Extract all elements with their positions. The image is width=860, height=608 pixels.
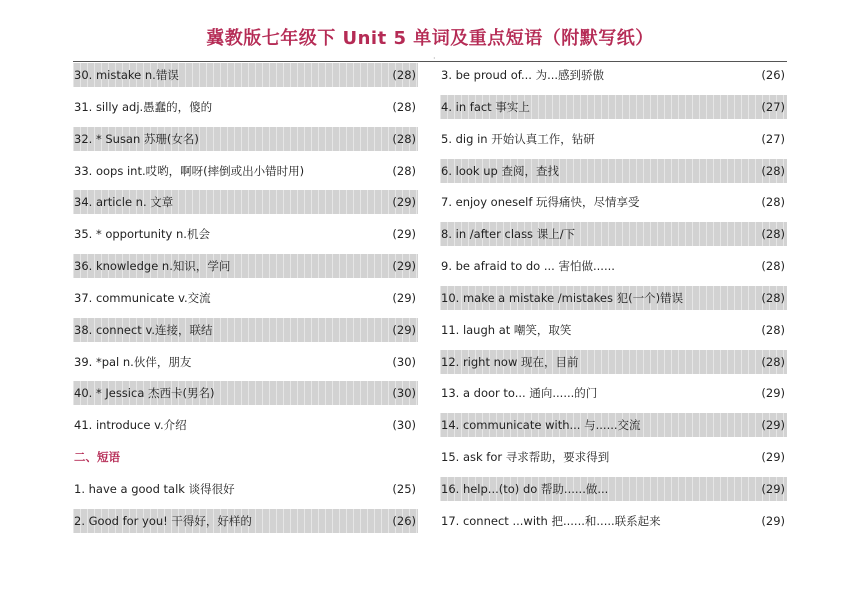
page-reference: (28) [761, 354, 785, 369]
page-reference: (29) [761, 418, 785, 433]
title-mark: · [433, 54, 436, 63]
vocab-row [440, 190, 787, 214]
vocab-row [73, 318, 418, 342]
header-rule [73, 61, 787, 62]
vocab-row [73, 350, 418, 374]
page-reference: (29) [392, 259, 416, 274]
vocab-entry: 7. enjoy oneself 玩得痛快，尽情享受 [441, 195, 640, 210]
vocab-entry: 3. be proud of... 为...感到骄傲 [441, 68, 605, 82]
page-reference: (29) [392, 290, 416, 305]
vocab-row [440, 381, 787, 405]
vocab-row [440, 350, 787, 374]
vocab-entry: 32. * Susan 苏珊(女名) [74, 131, 199, 146]
vocab-row [440, 95, 787, 119]
vocab-entry: 39. *pal n.伙伴，朋友 [74, 354, 192, 369]
page-reference: (29) [392, 227, 416, 242]
vocab-entry: 5. dig in 开始认真工作，钻研 [441, 131, 595, 146]
vocab-entry: 11. laugh at 嘲笑，取笑 [441, 322, 572, 337]
page-reference: (30) [392, 354, 416, 369]
page-reference: (29) [392, 195, 416, 210]
page-reference: (28) [392, 163, 416, 178]
page-reference: (28) [392, 99, 416, 114]
vocab-row [73, 254, 418, 278]
vocab-entry: 16. help...(to) do 帮助......做... [441, 481, 609, 496]
vocab-entry: 15. ask for 寻求帮助，要求得到 [441, 450, 610, 465]
page-reference: (27) [761, 131, 785, 146]
vocab-entry: 41. introduce v.介绍 [74, 418, 187, 433]
page-reference: (29) [761, 450, 785, 465]
vocab-row [73, 222, 418, 246]
right-column [440, 63, 787, 541]
page-reference: (28) [761, 290, 785, 305]
vocab-row [440, 159, 787, 183]
vocab-entry: 38. connect v.连接，联结 [74, 322, 213, 337]
left-column [73, 63, 418, 541]
vocab-entry: 35. * opportunity n.机会 [74, 227, 210, 242]
vocab-entry: 6. look up 查阅，查找 [441, 163, 559, 178]
page-reference: (29) [761, 481, 785, 496]
vocab-entry: 10. make a mistake /mistakes 犯(一个)错误 [441, 290, 684, 305]
vocab-row [440, 445, 787, 469]
vocab-entry: 31. silly adj.愚蠢的，傻的 [74, 99, 213, 114]
page-reference: (28) [761, 227, 785, 242]
vocab-entry: 34. article n. 文章 [74, 195, 174, 210]
page-reference: (28) [761, 259, 785, 274]
page-reference: (26) [761, 68, 785, 82]
vocab-row [73, 413, 418, 437]
page-reference: (28) [761, 322, 785, 337]
vocab-entry: 12. right now 现在，目前 [441, 354, 579, 369]
page-reference: (29) [761, 386, 785, 401]
vocab-row [440, 127, 787, 151]
vocab-row [440, 477, 787, 501]
vocab-entry: 9. be afraid to do ... 害怕做...... [441, 259, 615, 274]
vocab-entry: 4. in fact 事实上 [441, 99, 530, 114]
page-reference: (30) [392, 386, 416, 401]
vocab-row [440, 286, 787, 310]
vocab-entry: 1. have a good talk 谈得很好 [74, 481, 235, 496]
page-title: 冀教版七年级下 Unit 5 单词及重点短语（附默写纸） [206, 28, 654, 49]
vocab-row [73, 286, 418, 310]
page-reference: (29) [761, 513, 785, 528]
vocab-row [440, 413, 787, 437]
page-reference: (28) [392, 68, 416, 82]
vocab-entry: 33. oops int.哎哟，啊呀(摔倒或出小错时用) [74, 163, 305, 178]
vocab-row [440, 254, 787, 278]
section-heading-text: 二、短语 [74, 450, 120, 465]
page-reference: (25) [392, 481, 416, 496]
vocab-entry: 14. communicate with... 与......交流 [441, 418, 641, 433]
page-reference: (30) [392, 418, 416, 433]
vocab-row [73, 63, 418, 87]
vocab-row [73, 509, 418, 533]
section-heading [73, 445, 418, 469]
vocab-row [440, 318, 787, 342]
vocab-row [440, 222, 787, 246]
vocab-row [73, 127, 418, 151]
vocab-row [73, 381, 418, 405]
page-reference: (26) [392, 513, 416, 528]
vocab-row [440, 509, 787, 533]
vocab-entry: 17. connect ...with 把......和.....联系起来 [441, 513, 661, 528]
vocab-entry: 2. Good for you! 干得好，好样的 [74, 513, 252, 528]
vocab-row [73, 159, 418, 183]
vocab-entry: 30. mistake n.错误 [74, 68, 179, 82]
vocab-row [73, 95, 418, 119]
page-reference: (27) [761, 99, 785, 114]
vocab-entry: 40. * Jessica 杰西卡(男名) [74, 386, 215, 401]
vocab-entry: 37. communicate v.交流 [74, 290, 211, 305]
page-reference: (28) [761, 163, 785, 178]
vocab-entry: 36. knowledge n.知识，学问 [74, 259, 231, 274]
vocab-row [73, 477, 418, 501]
page-reference: (29) [392, 322, 416, 337]
vocab-row [73, 190, 418, 214]
page-reference: (28) [392, 131, 416, 146]
page-reference: (28) [761, 195, 785, 210]
vocab-entry: 13. a door to... 通向......的门 [441, 386, 598, 401]
vocab-row [440, 63, 787, 87]
vocab-entry: 8. in /after class 课上/下 [441, 227, 576, 242]
